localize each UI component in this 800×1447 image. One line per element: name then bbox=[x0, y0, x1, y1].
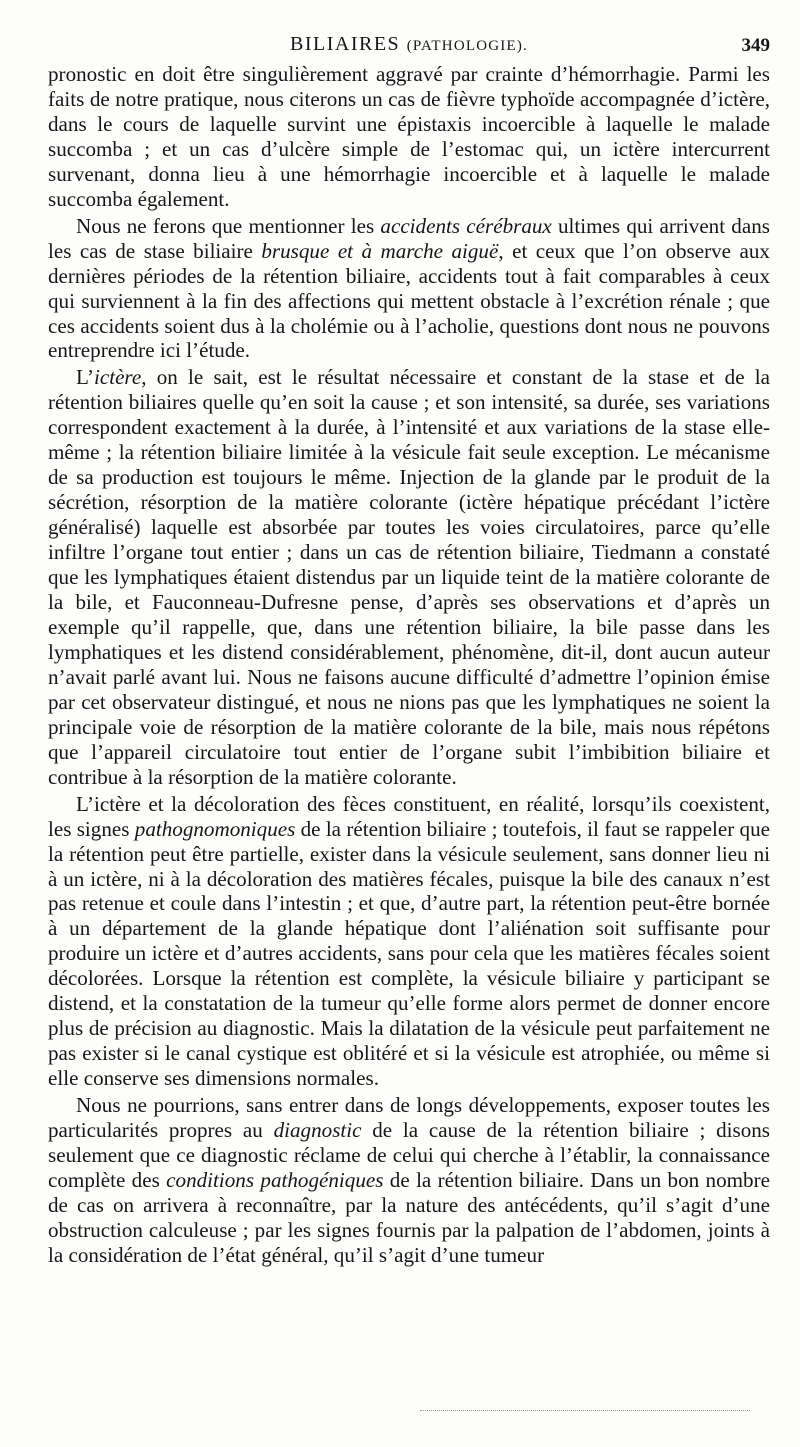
running-title bbox=[48, 30, 770, 60]
paragraph-4-text-a: L’ictère et la décoloration des fèces constituent, en réalité, lorsqu’ils coexistent, les signes bbox=[48, 791, 770, 841]
paragraph-5-italic-a: diagnostic bbox=[273, 1118, 362, 1143]
paragraph-5-text-b: de la cause de la rétention biliaire ; disons seulement que ce diagnostic réclame de celui qui cherche à l’établir, la connaissance complète des bbox=[48, 1118, 770, 1192]
paragraph-3-text-b: , on le sait, est le résultat nécessaire et constant de la stase et de la rétention biliaires quelle qu’en soit la cause ; et son intensité, sa durée, ses variations correspondent exactement à la durée, à l’intensité et aux variations de la stase elle-même ; la rétention biliaire limitée à la vésicule fait seule exception. Le mécanisme de sa production est toujours le même. Injection de la glande par le produit de la sécrétion, résorption de la matière colorante (ictère hépatique précédant l’ictère généralisé) laquelle est absorbée par toutes les voies circulatoires, parce qu’elle infiltre l’organe tout entier ; dans un cas de rétention biliaire, Tiedmann a constaté que les lymphatiques étaient distendus par un liquide teint de la matière colorante de la bile, et Fauconneau-Dufresne pense, d’après ses observations et d’après un exemple qu’il rappelle, que, dans une rétention biliaire, la bile passe dans les lymphatiques et les distend considérablement, phénomène, dit-il, dont aucun auteur n’avait parlé avant lui. Nous ne faisons aucune difficulté d’admettre l’opinion émise par cet observateur distingué, et nous ne nions pas que les lymphatiques ne soient la principale voie de résorption de la matière colorante de la bile, mais nous répétons que l’appareil circulatoire tout entier de l’organe subit l’imbibition biliaire et contribue à la résorption de la matière colorante. bbox=[48, 365, 770, 789]
running-title-main: BILIAIRES bbox=[290, 33, 401, 55]
paragraph-4 bbox=[48, 792, 770, 1091]
paragraph-2-text-b: ultimes qui arrivent dans les cas de stase biliaire bbox=[48, 213, 770, 263]
footer-printer-rule bbox=[420, 1410, 750, 1411]
running-head bbox=[48, 30, 770, 60]
paragraph-1-text: pronostic en doit être singulièrement aggravé par crainte d’hémorrhagie. Parmi les faits de notre pratique, nous citerons un cas de fièvre typhoïde accompagnée d’ictère, dans le cours de laquelle survint une épistaxis incoercible à laquelle le malade succomba ; et un cas d’ulcère simple de l’estomac qui, un ictère intercurrent survenant, donna lieu à une hémorrhagie incoercible et à laquelle le malade succomba également. bbox=[48, 62, 770, 211]
running-title-subtitle: (PATHOLOGIE). bbox=[406, 38, 528, 54]
paragraph-2 bbox=[48, 214, 770, 364]
paragraph-2-italic-a: accidents cérébraux bbox=[380, 213, 552, 238]
body-text bbox=[48, 62, 770, 1268]
paragraph-2-text-a: Nous ne ferons que mentionner les bbox=[76, 213, 381, 238]
paragraph-5 bbox=[48, 1093, 770, 1268]
paragraph-3-italic-a: ictère bbox=[93, 365, 142, 390]
paragraph-2-text-c: , et ceux que l’on observe aux dernières périodes de la rétention biliaire, accidents tout à fait comparables à ceux qui surviennent à la fin des affections qui mettent obstacle à l’excrétion rénale ; que ces accidents soient dus à la cholémie ou à l’acholie, questions dont nous ne pouvons entreprendre ici l’étude. bbox=[48, 238, 770, 363]
paragraph-5-italic-b: conditions pathogéniques bbox=[166, 1167, 384, 1192]
paragraph-4-text-b: de la rétention biliaire ; toutefois, il faut se rappeler que la rétention peut être partielle, exister dans la vésicule seulement, sans donner lieu ni à un ictère, ni à la décoloration des matières fécales, puisque la bile des canaux n’est pas retenue et coule dans l’intestin ; et que, d’autre part, la rétention peut-être bornée à un département de la glande hépatique dont l’aliénation soit suffisante pour produire un ictère et d’autres accidents, sans pour cela que les matières fécales soient décolorées. Lorsque la rétention est complète, la vésicule biliaire y participant se distend, et la constatation de la tumeur qu’elle forme alors permet de donner encore plus de précision au diagnostic. Mais la dilatation de la vésicule peut parfaitement ne pas exister si le canal cystique est oblitéré et si la vésicule est atrophiée, ou même si elle conserve ses dimensions normales. bbox=[48, 816, 770, 1091]
paragraph-2-italic-b: brusque et à marche aiguë bbox=[261, 238, 499, 263]
paragraph-5-text-c: de la rétention biliaire. Dans un bon nombre de cas on arrivera à reconnaître, par la nature des antécédents, qu’il s’agit d’une obstruction calculeuse ; par les signes fournis par la palpation de l’abdomen, joints à la considération de l’état général, qu’il s’agit d’une tumeur bbox=[48, 1167, 770, 1267]
page-number: 349 bbox=[741, 35, 770, 56]
paragraph-3 bbox=[48, 365, 770, 789]
paragraph-3-text-a: L’ bbox=[76, 365, 94, 390]
paragraph-1 bbox=[48, 62, 770, 212]
paragraph-4-italic-a: pathognomoniques bbox=[134, 816, 296, 841]
paragraph-5-text-a: Nous ne pourrions, sans entrer dans de longs développements, exposer toutes les particularités propres au bbox=[48, 1093, 770, 1143]
